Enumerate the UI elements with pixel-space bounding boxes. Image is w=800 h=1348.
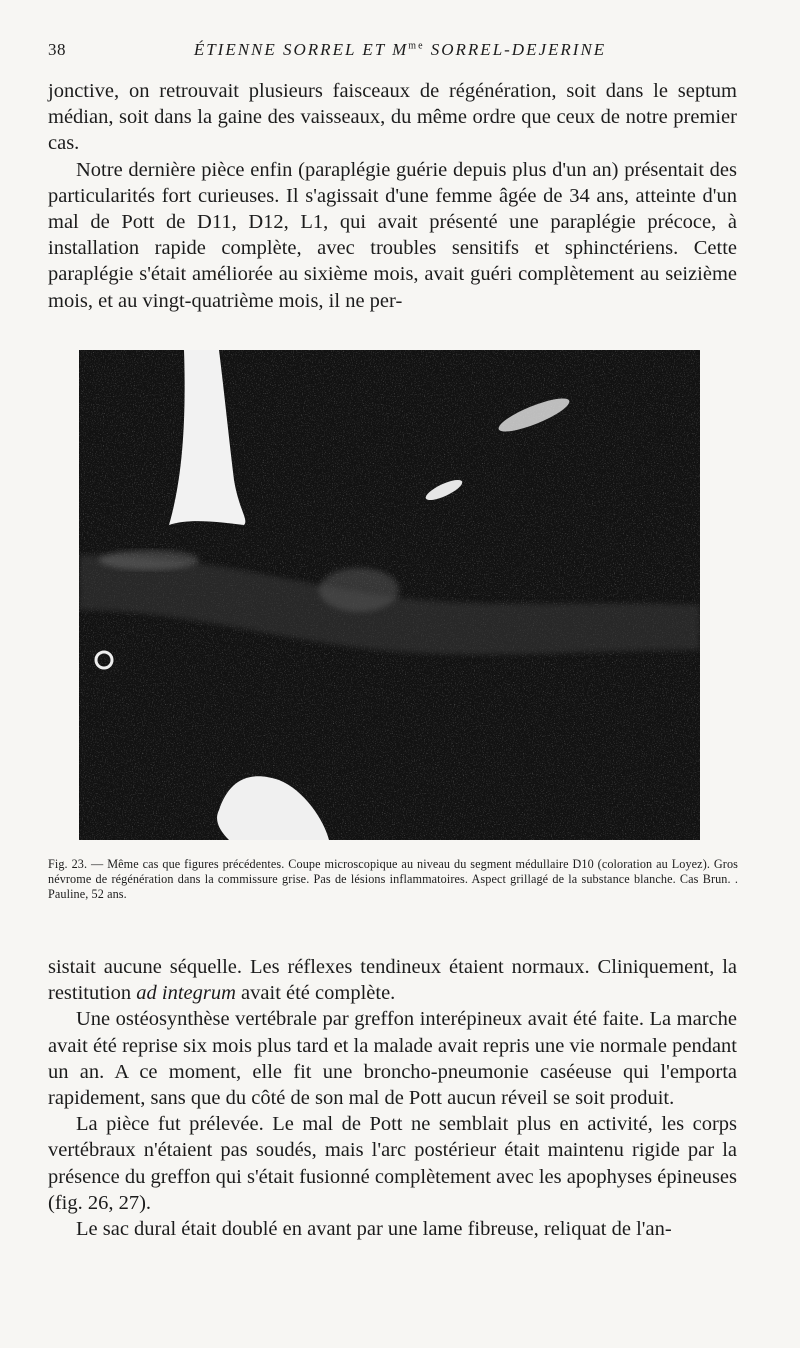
italic-term: ad integrum <box>136 982 236 1005</box>
paragraph: La pièce fut prélevée. Le mal de Pott ne semblait plus en activité, les corps vertébraux n'étaient pas soudés, mais l'arc postérieur était maintenu rigide par la présence du greffon qui s'était fusionné complètement avec les apophyses épineuses (fig. 26, 27). <box>48 1113 737 1214</box>
figure-caption: Fig. 23. — Même cas que figures précédentes. Coupe microscopique au niveau du segment médullaire D10 (coloration au Loyez). Gros névrome de régénération dans la commissure grise. Pas de lésions inflammatoires. Aspect grillagé de la substance blanche. Cas Brun. . Pauline, 52 ans. <box>48 857 738 901</box>
paragraph: Une ostéosynthèse vertébrale par greffon interépineux avait été faite. La marche avait été reprise six mois plus tard et la malade avait repris une vie normale pendant un an. A ce moment, elle fit une broncho-pneumonie caséeuse qui l'emporta rapidement, sans que du côté de son mal de Pott aucun réveil se soit produit. <box>48 1008 737 1110</box>
running-head-tail: SORREL-DEJERINE <box>424 40 607 59</box>
top-text-block <box>48 78 737 314</box>
micrograph-image <box>79 350 700 840</box>
running-head-main: ÉTIENNE SORREL ET M <box>193 40 409 59</box>
running-head-sup: me <box>408 40 425 52</box>
paragraph: Notre dernière pièce enfin (paraplégie guérie depuis plus d'un an) présentait des particularités fort curieuses. Il s'agissait d'une femme âgée de 34 ans, atteinte d'un mal de Pott de D11, D12, L1, qui avait présenté une paraplégie précoce, à installation rapide complète, avec troubles sensitifs et sphinctériens. Cette paraplégie s'était améliorée au sixième mois, avait guéri complètement au seizième mois, et au vingt-quatrième mois, il ne per- <box>48 158 737 312</box>
page-number: 38 <box>48 40 66 59</box>
paragraph-start: sistait aucune séquelle. Les réflexes tendineux étaient normaux. Cliniquement, la restitution <box>48 956 737 1005</box>
paragraph: jonctive, on retrouvait plusieurs faisceaux de régénération, soit dans le septum médian, soit dans la gaine des vaisseaux, du même ordre que ceux de notre premier cas. <box>48 80 737 155</box>
paragraph-end: avait été complète. <box>235 982 396 1005</box>
paragraph: Le sac dural était doublé en avant par une lame fibreuse, reliquat de l'an- <box>76 1218 672 1241</box>
running-head <box>0 40 800 60</box>
paragraph <box>48 954 737 1006</box>
micrograph-figure <box>79 350 700 840</box>
bottom-text-block <box>48 954 737 1242</box>
